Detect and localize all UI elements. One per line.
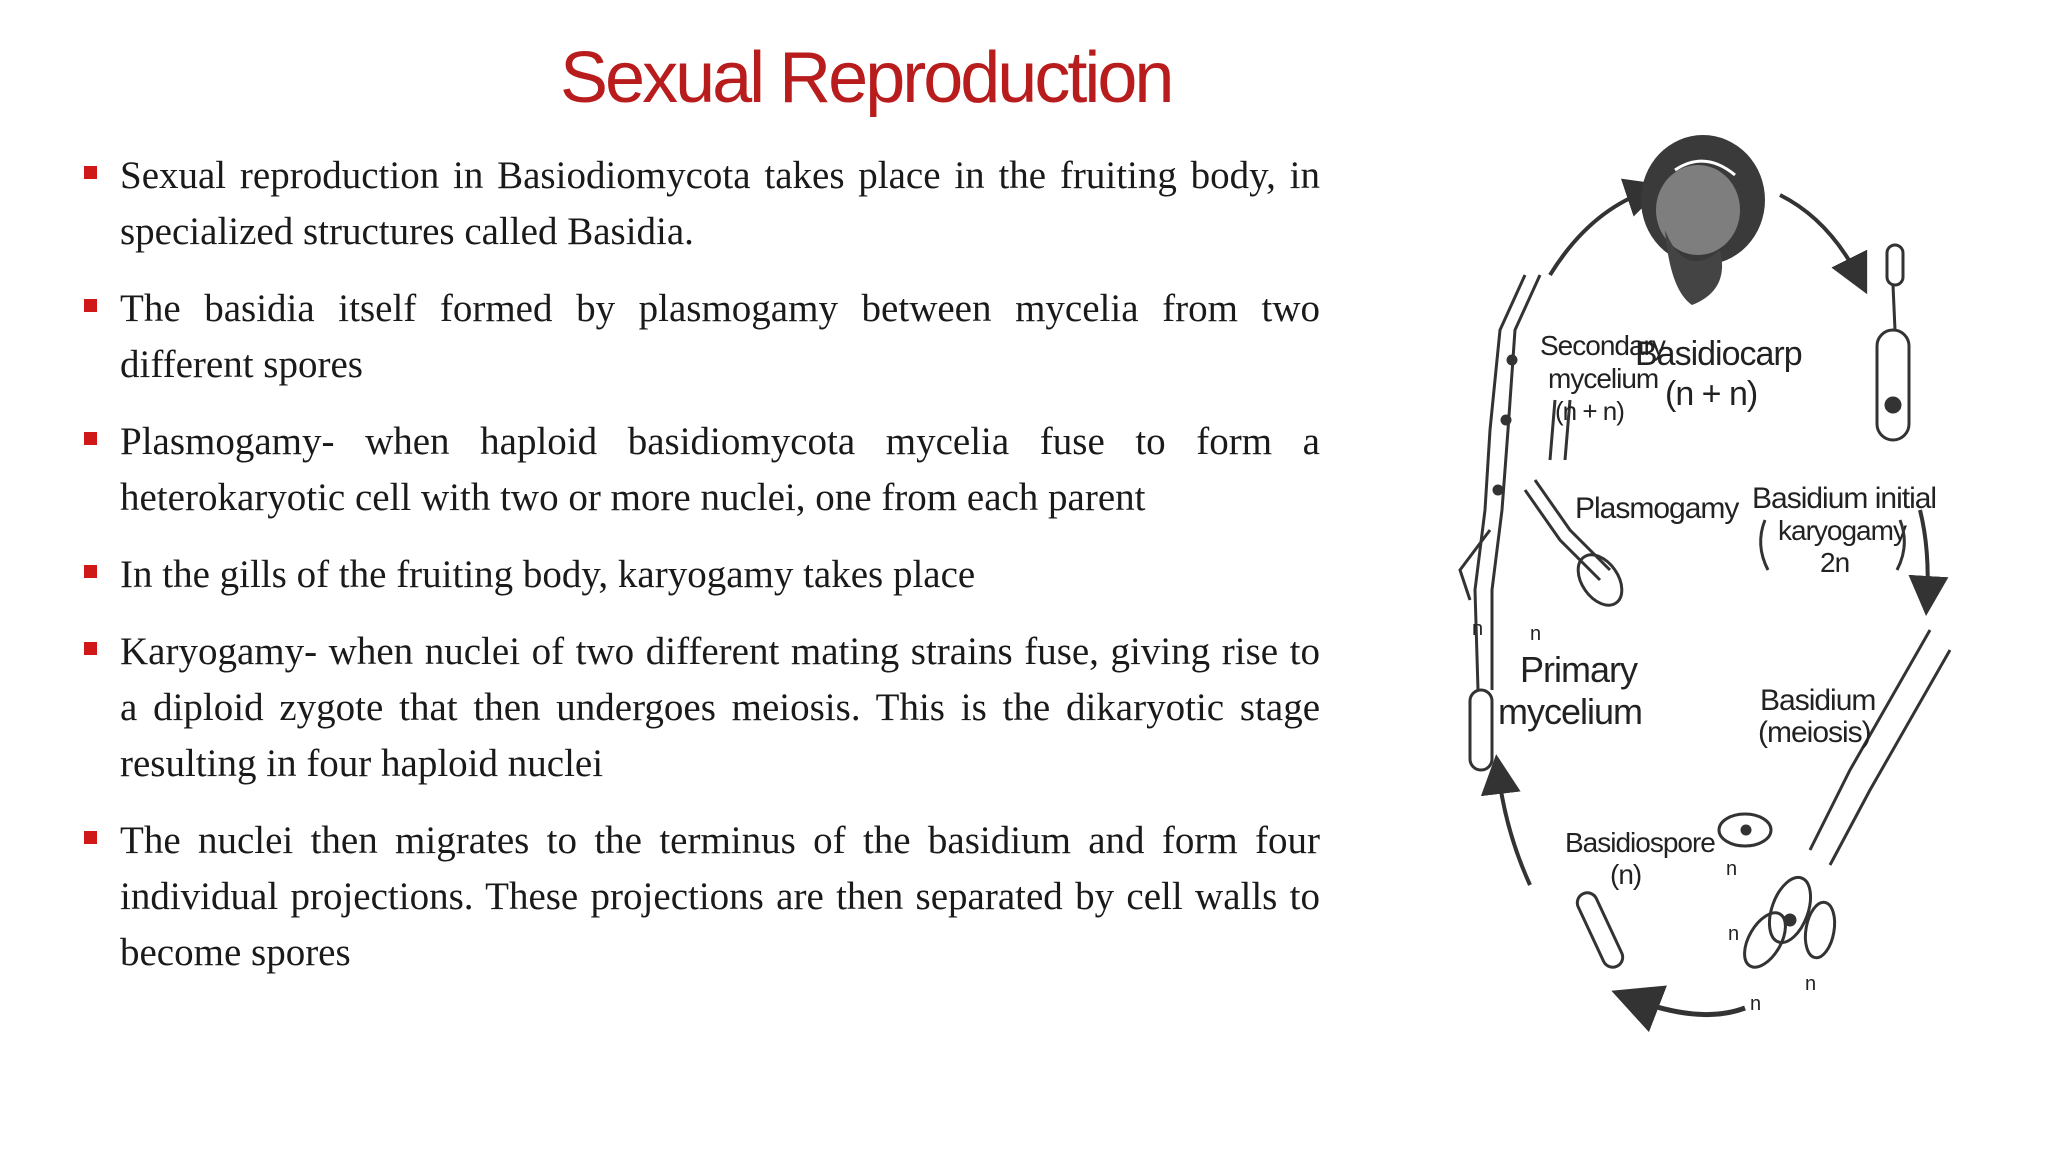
label-basidium-initial: Basidium initial — [1752, 482, 1937, 515]
label-basidium-initial: karyogamy — [1778, 515, 1906, 546]
label-n: n — [1805, 973, 1816, 995]
basidium-illustration — [1736, 630, 1950, 974]
label-n: n — [1530, 623, 1541, 645]
bullet-item — [80, 547, 1320, 603]
label-basidiocarp: (n + n) — [1665, 375, 1758, 413]
square-bullet-icon — [84, 432, 97, 445]
label-secondary-mycelium: Secondary — [1540, 330, 1665, 361]
cycle-arrow — [1550, 190, 1650, 275]
primary-mycelium-illustration — [1470, 690, 1492, 770]
label-basidium: Basidium — [1760, 684, 1876, 717]
label-basidium-initial: 2n — [1820, 547, 1850, 578]
label-basidiocarp: Basidiocarp — [1635, 335, 1802, 373]
label-n: n — [1472, 618, 1483, 640]
bullet-list — [80, 148, 1320, 1002]
label-secondary-mycelium: (n + n) — [1555, 396, 1624, 426]
square-bullet-icon — [84, 642, 97, 655]
label-basidiospore: Basidiospore — [1565, 827, 1715, 858]
label-n: n — [1750, 993, 1761, 1015]
basidium-initial-illustration — [1877, 245, 1909, 440]
square-bullet-icon — [84, 299, 97, 312]
basidiocarp-illustration — [1641, 135, 1765, 305]
label-n: n — [1726, 858, 1737, 880]
bullet-text: In the gills of the fruiting body, karyogamy takes place — [120, 553, 976, 596]
bullet-text: Sexual reproduction in Basiodiomycota takes place in the fruiting body, in specialized structures called Basidia. — [120, 154, 1320, 253]
cycle-arrow — [1498, 770, 1530, 885]
label-primary-mycelium: mycelium — [1498, 691, 1643, 732]
label-secondary-mycelium: mycelium — [1548, 363, 1659, 394]
square-bullet-icon — [84, 166, 97, 179]
cycle-arrow — [1780, 195, 1860, 280]
bullet-item — [80, 813, 1320, 981]
life-cycle-diagram — [1430, 130, 1990, 1050]
bullet-item — [80, 148, 1320, 260]
bracket-left — [1761, 520, 1768, 570]
bullet-text: Plasmogamy- when haploid basidiomycota mycelia fuse to form a heterokaryotic cell with two or more nuclei, one from each parent — [120, 420, 1320, 519]
cycle-arrow — [1630, 998, 1745, 1015]
label-plasmogamy: Plasmogamy — [1575, 492, 1739, 525]
bullet-text: Karyogamy- when nuclei of two different mating strains fuse, giving rise to a diploid zygote that then undergoes meiosis. This is the dikaryotic stage resulting in four haploid nuclei — [120, 630, 1320, 785]
bullet-item — [80, 281, 1320, 393]
bullet-text: The nuclei then migrates to the terminus of the basidium and form four individual projections. These projections are then separated by cell walls to become spores — [120, 819, 1320, 974]
slide-title: Sexual Reproduction — [560, 38, 1172, 118]
square-bullet-icon — [84, 565, 97, 578]
bullet-item — [80, 624, 1320, 792]
label-n: n — [1728, 923, 1739, 945]
label-primary-mycelium: Primary — [1520, 649, 1637, 690]
label-basidium: (meiosis) — [1758, 716, 1871, 749]
bullet-text: The basidia itself formed by plasmogamy between mycelia from two different spores — [120, 287, 1320, 386]
square-bullet-icon — [84, 831, 97, 844]
label-basidiospore: (n) — [1610, 859, 1642, 890]
cycle-arrow — [1920, 510, 1928, 600]
bullet-item — [80, 414, 1320, 526]
